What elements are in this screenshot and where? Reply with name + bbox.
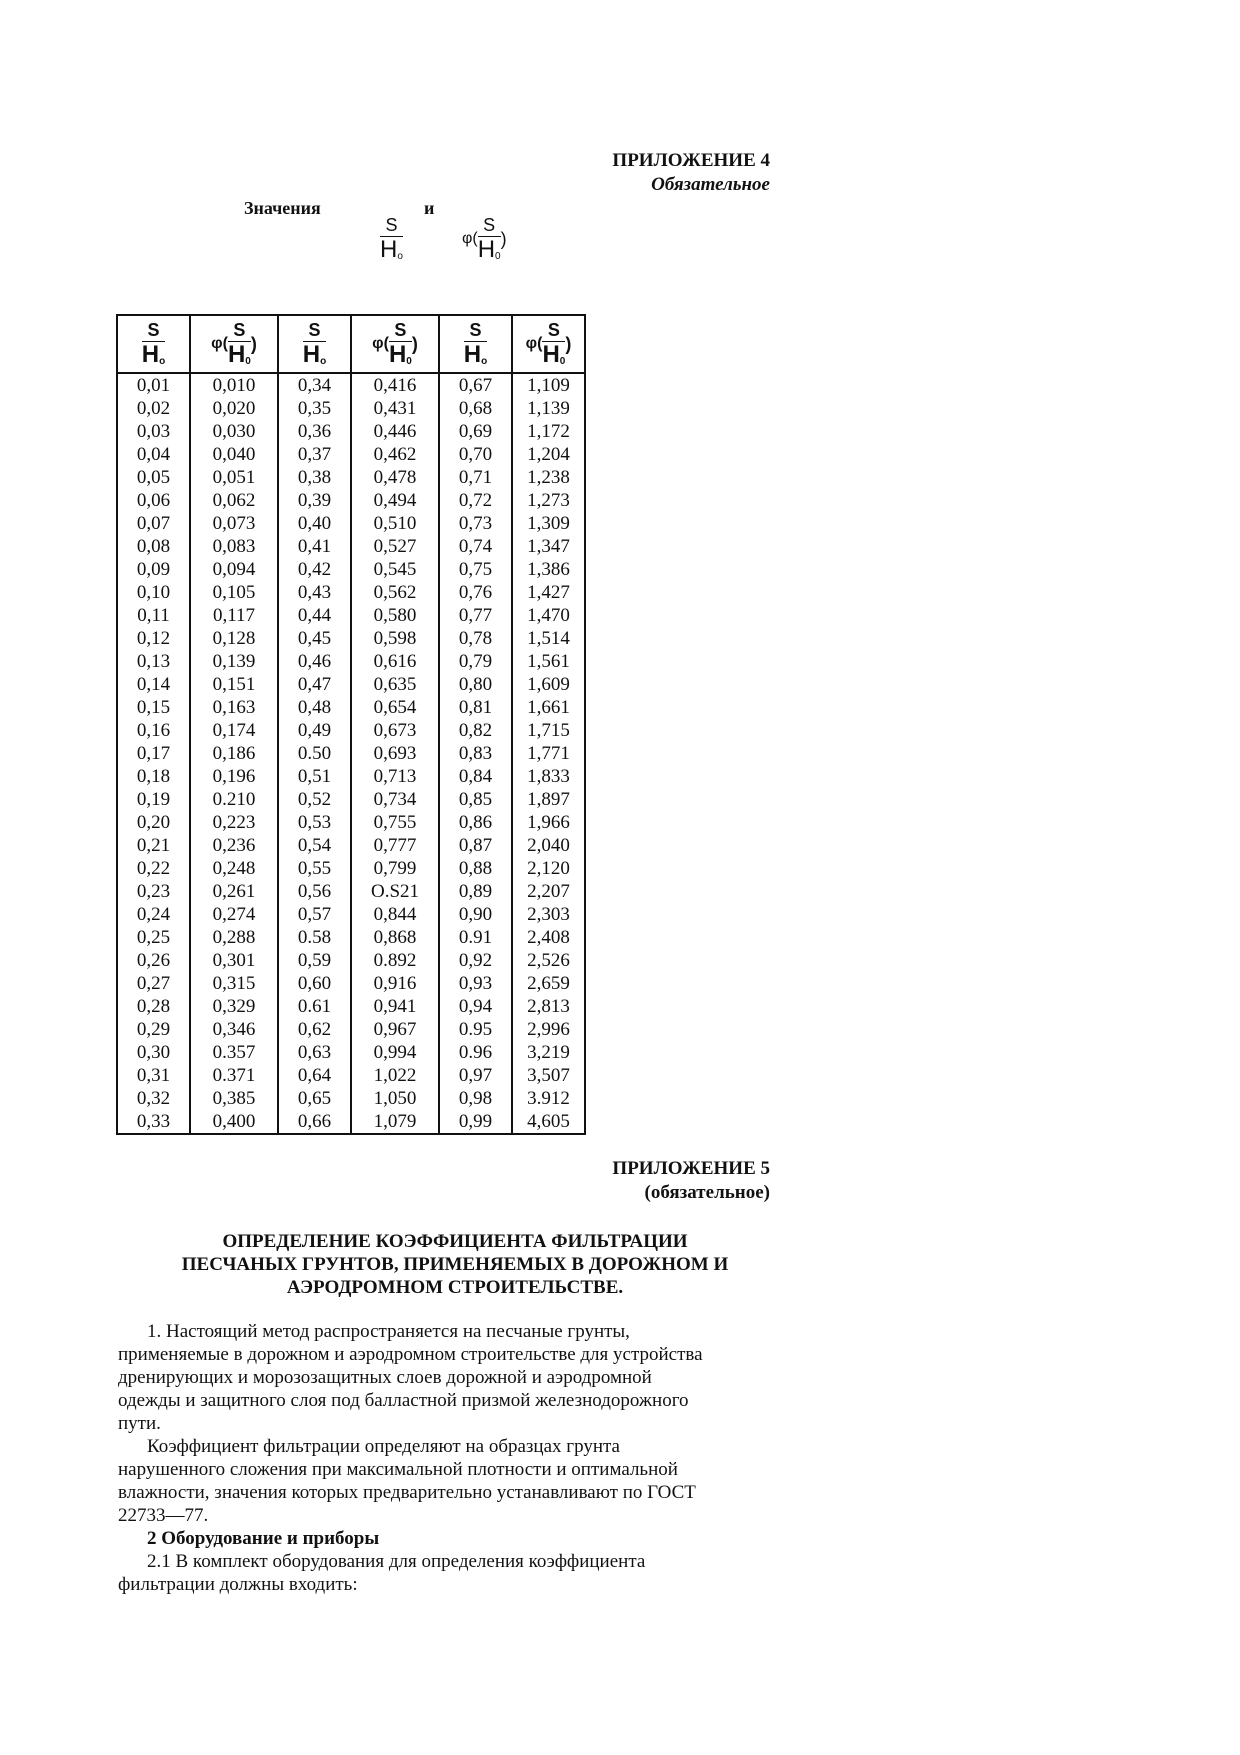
table-cell: 0,54 (278, 834, 351, 857)
table-cell: 0,844 (351, 903, 439, 926)
table-row (117, 765, 585, 788)
table-row (117, 512, 585, 535)
table-cell: 0,46 (278, 650, 351, 673)
table-cell: 0,45 (278, 627, 351, 650)
table-cell: 0,79 (439, 650, 512, 673)
paragraph-line: дренирующих и морозозащитных слоев дорожной и аэродромной (118, 1367, 652, 1388)
table-cell: 0,60 (278, 972, 351, 995)
table-cell: 0,196 (190, 765, 278, 788)
table-cell: 0,86 (439, 811, 512, 834)
table-cell: O.S21 (351, 880, 439, 903)
table-cell: 1,079 (351, 1110, 439, 1134)
table-cell: 2,408 (512, 926, 585, 949)
table-cell: 0,010 (190, 373, 278, 397)
table-cell: 0,431 (351, 397, 439, 420)
table-cell: 0,68 (439, 397, 512, 420)
table-cell: 0,55 (278, 857, 351, 880)
table-cell: 1,715 (512, 719, 585, 742)
table-row (117, 949, 585, 972)
table-cell: 0,174 (190, 719, 278, 742)
paragraph-line: фильтрации должны входить: (118, 1574, 358, 1595)
table-cell: 0,020 (190, 397, 278, 420)
table-cell: 0,56 (278, 880, 351, 903)
appendix-5-subtitle: (обязательное) (644, 1182, 770, 1203)
table-cell: 1,022 (351, 1064, 439, 1087)
table-cell: 0,94 (439, 995, 512, 1018)
table-cell: 0,67 (439, 373, 512, 397)
table-cell: 1,273 (512, 489, 585, 512)
table-cell: 0,236 (190, 834, 278, 857)
table-header-cell (512, 315, 585, 373)
phi-symbol: φ( (462, 230, 478, 247)
table-cell: 0,223 (190, 811, 278, 834)
table-cell: 1,238 (512, 466, 585, 489)
table-cell: 0,22 (117, 857, 190, 880)
table-cell: 0,734 (351, 788, 439, 811)
table-cell: 0,51 (278, 765, 351, 788)
table-cell: 0,446 (351, 420, 439, 443)
table-row (117, 857, 585, 880)
caption-phi-formula (462, 216, 507, 262)
table-cell: 2,659 (512, 972, 585, 995)
table-cell: 1,204 (512, 443, 585, 466)
table-cell: 0,30 (117, 1041, 190, 1064)
table-row (117, 696, 585, 719)
table-header-cell (278, 315, 351, 373)
table-cell: 0,15 (117, 696, 190, 719)
table-cell: 0,01 (117, 373, 190, 397)
caption-and-word: и (424, 198, 435, 218)
header-denominator: $H_o$ (463, 341, 488, 368)
table-header-cell (351, 315, 439, 373)
table-cell: 0,44 (278, 604, 351, 627)
paragraph-line: пути. (118, 1413, 161, 1434)
table-cell: 0,14 (117, 673, 190, 696)
table-cell: 0.892 (351, 949, 439, 972)
table-cell: 0,916 (351, 972, 439, 995)
table-row (117, 811, 585, 834)
table-cell: 0,346 (190, 1018, 278, 1041)
heading-line: ПЕСЧАНЫХ ГРУНТОВ, ПРИМЕНЯЕМЫХ В ДОРОЖНОМ И (181, 1254, 729, 1275)
table-row (117, 373, 585, 397)
table-cell: 0,478 (351, 466, 439, 489)
table-cell: 0,799 (351, 857, 439, 880)
table-cell: 0,05 (117, 466, 190, 489)
table-cell: 0,186 (190, 742, 278, 765)
table-cell: 4,605 (512, 1110, 585, 1134)
table-cell: 0,545 (351, 558, 439, 581)
table-cell: 0,777 (351, 834, 439, 857)
appendix-5-title: ПРИЛОЖЕНИЕ 5 (612, 1158, 770, 1179)
table-header-cell (439, 315, 512, 373)
table-row (117, 466, 585, 489)
table-cell: 0,53 (278, 811, 351, 834)
table-cell: 1,966 (512, 811, 585, 834)
table-row (117, 650, 585, 673)
table-cell: 0,994 (351, 1041, 439, 1064)
header-denominator: $H_o$ (302, 341, 327, 368)
paragraph-line: 2.1 В комплект оборудования для определения коэффициента (147, 1551, 646, 1572)
table-cell: 0,941 (351, 995, 439, 1018)
table-cell: 0.371 (190, 1064, 278, 1087)
table-cell: 0,16 (117, 719, 190, 742)
table-row (117, 558, 585, 581)
table-cell: 0,34 (278, 373, 351, 397)
table-cell: 0,69 (439, 420, 512, 443)
table-cell: 0,11 (117, 604, 190, 627)
table-cell: 0,93 (439, 972, 512, 995)
subsection-heading: 2 Оборудование и приборы (147, 1528, 380, 1549)
table-cell: 1,771 (512, 742, 585, 765)
table-cell: 0,80 (439, 673, 512, 696)
table-row (117, 995, 585, 1018)
table-cell: 0,288 (190, 926, 278, 949)
table-cell: 0,81 (439, 696, 512, 719)
table-row (117, 834, 585, 857)
table-cell: 0,39 (278, 489, 351, 512)
table-cell: 1,109 (512, 373, 585, 397)
table-cell: 1,309 (512, 512, 585, 535)
header-numerator: S (394, 320, 407, 340)
table-cell: 0,72 (439, 489, 512, 512)
table-cell: 0.357 (190, 1041, 278, 1064)
table-cell: 0,40 (278, 512, 351, 535)
table-cell: 0,73 (439, 512, 512, 535)
table-cell: 0,527 (351, 535, 439, 558)
table-row (117, 1087, 585, 1110)
table-cell: 0,693 (351, 742, 439, 765)
values-table (116, 314, 586, 1135)
header-denominator: $H_o$ (141, 341, 166, 368)
table-row (117, 788, 585, 811)
table-cell: 0,580 (351, 604, 439, 627)
table-cell: 3,219 (512, 1041, 585, 1064)
table-cell: 0,494 (351, 489, 439, 512)
paragraph-line: влажности, значения которых предварительно устанавливают по ГОСТ (118, 1482, 696, 1503)
table-cell: 0,76 (439, 581, 512, 604)
table-cell: 0,62 (278, 1018, 351, 1041)
table-cell: 0,74 (439, 535, 512, 558)
table-cell: 0,20 (117, 811, 190, 834)
table-cell: 1,609 (512, 673, 585, 696)
table-cell: 2,813 (512, 995, 585, 1018)
table-cell: 0,635 (351, 673, 439, 696)
table-cell: 0,02 (117, 397, 190, 420)
table-cell: 0,868 (351, 926, 439, 949)
table-cell: 0,139 (190, 650, 278, 673)
section-heading (120, 1230, 790, 1299)
table-cell: 0,52 (278, 788, 351, 811)
table-cell: 0,400 (190, 1110, 278, 1134)
table-cell: 2,996 (512, 1018, 585, 1041)
table-cell: 0,13 (117, 650, 190, 673)
header-numerator: S (147, 320, 160, 340)
table-cell: 0,10 (117, 581, 190, 604)
header-denominator: $H_0$ (227, 341, 251, 368)
table-cell: 0,33 (117, 1110, 190, 1134)
table-cell: 1,561 (512, 650, 585, 673)
phi-symbol: φ( (525, 335, 543, 352)
table-cell: 0,051 (190, 466, 278, 489)
table-row (117, 627, 585, 650)
table-row (117, 1041, 585, 1064)
table-body (117, 373, 585, 1134)
appendix-4-subtitle: Обязательное (651, 174, 770, 195)
table-cell: 0,073 (190, 512, 278, 535)
table-cell: 0,49 (278, 719, 351, 742)
table-cell: 0,27 (117, 972, 190, 995)
table-cell: 0,36 (278, 420, 351, 443)
table-cell: 0,57 (278, 903, 351, 926)
table-cell: 0.61 (278, 995, 351, 1018)
table-cell: 0,35 (278, 397, 351, 420)
table-cell: 0,598 (351, 627, 439, 650)
table-cell: 2,040 (512, 834, 585, 857)
header-numerator: S (469, 320, 482, 340)
paragraph-line: 22733—77. (118, 1505, 209, 1526)
table-cell: 0,85 (439, 788, 512, 811)
table-cell: 0,17 (117, 742, 190, 765)
table-cell: 0,713 (351, 765, 439, 788)
table-cell: 3,507 (512, 1064, 585, 1087)
table-row (117, 1064, 585, 1087)
table-cell: 0.91 (439, 926, 512, 949)
table-cell: 0,08 (117, 535, 190, 558)
table-cell: 0,66 (278, 1110, 351, 1134)
paragraph-line: одежды и защитного слоя под балластной призмой железнодорожного (118, 1390, 689, 1411)
table-row (117, 604, 585, 627)
table-cell: 0,04 (117, 443, 190, 466)
table-cell: 0,64 (278, 1064, 351, 1087)
table-cell: 0,82 (439, 719, 512, 742)
table-cell: 1,897 (512, 788, 585, 811)
table-cell: 0,416 (351, 373, 439, 397)
table-row (117, 972, 585, 995)
caption-ratio-formula (380, 216, 403, 262)
table-row (117, 880, 585, 903)
table-cell: 0,030 (190, 420, 278, 443)
table-cell: 0,32 (117, 1087, 190, 1110)
table-cell: 0,31 (117, 1064, 190, 1087)
table-row (117, 719, 585, 742)
table-row (117, 535, 585, 558)
table-cell: 2,303 (512, 903, 585, 926)
table-cell: 0,87 (439, 834, 512, 857)
table-row (117, 926, 585, 949)
table-row (117, 489, 585, 512)
table-cell: 0,38 (278, 466, 351, 489)
phi-close-paren: ) (500, 228, 507, 249)
table-cell: 0.95 (439, 1018, 512, 1041)
table-cell: 0,83 (439, 742, 512, 765)
table-cell: 0,562 (351, 581, 439, 604)
table-cell: 2,207 (512, 880, 585, 903)
formula-denominator: $H_o$ (380, 236, 403, 263)
table-row (117, 1110, 585, 1134)
phi-close-paren: ) (565, 333, 572, 354)
table-row (117, 1018, 585, 1041)
table-cell: 0,163 (190, 696, 278, 719)
table-cell: 0,094 (190, 558, 278, 581)
table-cell: 0,248 (190, 857, 278, 880)
table-cell: 0,040 (190, 443, 278, 466)
table-cell: 0.50 (278, 742, 351, 765)
table-cell: 0,18 (117, 765, 190, 788)
table-cell: 0,151 (190, 673, 278, 696)
table-cell: 0,92 (439, 949, 512, 972)
body-text (118, 1320, 778, 1596)
paragraph-line: Коэффициент фильтрации определяют на образцах грунта (147, 1436, 620, 1457)
header-denominator: $H_0$ (388, 341, 412, 368)
table-cell: 0,329 (190, 995, 278, 1018)
table-cell: 0,301 (190, 949, 278, 972)
table-cell: 0,616 (351, 650, 439, 673)
table-cell: 0,77 (439, 604, 512, 627)
table-cell: 0,84 (439, 765, 512, 788)
formula-numerator: S (385, 215, 398, 235)
table-cell: 1,172 (512, 420, 585, 443)
table-cell: 0,98 (439, 1087, 512, 1110)
table-cell: 1,139 (512, 397, 585, 420)
table-cell: 0,21 (117, 834, 190, 857)
table-cell: 0,43 (278, 581, 351, 604)
table-cell: 0,062 (190, 489, 278, 512)
heading-line: АЭРОДРОМНОМ СТРОИТЕЛЬСТВЕ. (286, 1277, 624, 1298)
paragraph-line: нарушенного сложения при максимальной плотности и оптимальной (118, 1459, 678, 1480)
table-cell: 0,48 (278, 696, 351, 719)
phi-symbol: φ( (211, 335, 228, 352)
table-cell: 0,88 (439, 857, 512, 880)
table-row (117, 673, 585, 696)
table-cell: 0,59 (278, 949, 351, 972)
table-cell: 0.58 (278, 926, 351, 949)
table-cell: 0.96 (439, 1041, 512, 1064)
table-cell: 0,63 (278, 1041, 351, 1064)
phi-symbol: φ( (372, 335, 389, 352)
appendix-4-title: ПРИЛОЖЕНИЕ 4 (612, 150, 770, 171)
table-cell: 0,274 (190, 903, 278, 926)
table-row (117, 420, 585, 443)
table-row (117, 581, 585, 604)
table-cell: 0,90 (439, 903, 512, 926)
table-cell: 0,47 (278, 673, 351, 696)
table-row (117, 742, 585, 765)
table-cell: 0,71 (439, 466, 512, 489)
table-cell: 0,510 (351, 512, 439, 535)
header-numerator: S (547, 320, 560, 340)
table-row (117, 443, 585, 466)
table-cell: 1,661 (512, 696, 585, 719)
table-cell: 0,25 (117, 926, 190, 949)
table-cell: 0,755 (351, 811, 439, 834)
header-denominator: $H_0$ (542, 341, 566, 368)
table-cell: 0,78 (439, 627, 512, 650)
phi-close-paren: ) (411, 333, 418, 354)
table-cell: 3.912 (512, 1087, 585, 1110)
table-cell: 0,261 (190, 880, 278, 903)
paragraph-line: 1. Настоящий метод распространяется на песчаные грунты, (147, 1321, 630, 1342)
table-cell: 0,28 (117, 995, 190, 1018)
table-header-cell (117, 315, 190, 373)
table-cell: 0,09 (117, 558, 190, 581)
table-cell: 0,37 (278, 443, 351, 466)
formula-denominator: $H_0$ (477, 236, 501, 263)
table-cell: 0,385 (190, 1087, 278, 1110)
table-cell: 0,42 (278, 558, 351, 581)
table-cell: 0,105 (190, 581, 278, 604)
table-cell: 0,462 (351, 443, 439, 466)
phi-close-paren: ) (250, 333, 257, 354)
table-cell: 2,120 (512, 857, 585, 880)
table-cell: 2,526 (512, 949, 585, 972)
table-cell: 0,29 (117, 1018, 190, 1041)
table-cell: 1,050 (351, 1087, 439, 1110)
table-cell: 0,75 (439, 558, 512, 581)
formula-numerator: S (483, 215, 496, 235)
table-cell: 0,97 (439, 1064, 512, 1087)
table-cell: 0,89 (439, 880, 512, 903)
table-cell: 1,514 (512, 627, 585, 650)
paragraph-line: применяемые в дорожном и аэродромном строительстве для устройства (118, 1344, 703, 1365)
caption-values-word: Значения (244, 198, 321, 218)
table-cell: 1,347 (512, 535, 585, 558)
table-cell: 0,12 (117, 627, 190, 650)
table-header-row (117, 315, 585, 373)
table-cell: 0,19 (117, 788, 190, 811)
heading-line: ОПРЕДЕЛЕНИЕ КОЭФФИЦИЕНТА ФИЛЬТРАЦИИ (222, 1231, 688, 1252)
table-cell: 0,23 (117, 880, 190, 903)
table-cell: 1,833 (512, 765, 585, 788)
table-cell: 0,315 (190, 972, 278, 995)
table-cell: 0,06 (117, 489, 190, 512)
table-cell: 1,427 (512, 581, 585, 604)
header-numerator: S (308, 320, 321, 340)
table-cell: 0,65 (278, 1087, 351, 1110)
table-cell: 0,654 (351, 696, 439, 719)
table-row (117, 397, 585, 420)
table-cell: 0,99 (439, 1110, 512, 1134)
table-cell: 0.210 (190, 788, 278, 811)
table-cell: 0,03 (117, 420, 190, 443)
table-header-cell (190, 315, 278, 373)
table-cell: 0,70 (439, 443, 512, 466)
table-cell: 0,083 (190, 535, 278, 558)
table-cell: 0,24 (117, 903, 190, 926)
table-cell: 0,26 (117, 949, 190, 972)
table-cell: 0,41 (278, 535, 351, 558)
table-cell: 0,128 (190, 627, 278, 650)
header-numerator: S (233, 320, 246, 340)
table-row (117, 903, 585, 926)
table-cell: 0,967 (351, 1018, 439, 1041)
table-cell: 1,470 (512, 604, 585, 627)
table-cell: 0,117 (190, 604, 278, 627)
table-cell: 0,673 (351, 719, 439, 742)
table-cell: 0,07 (117, 512, 190, 535)
table-cell: 1,386 (512, 558, 585, 581)
